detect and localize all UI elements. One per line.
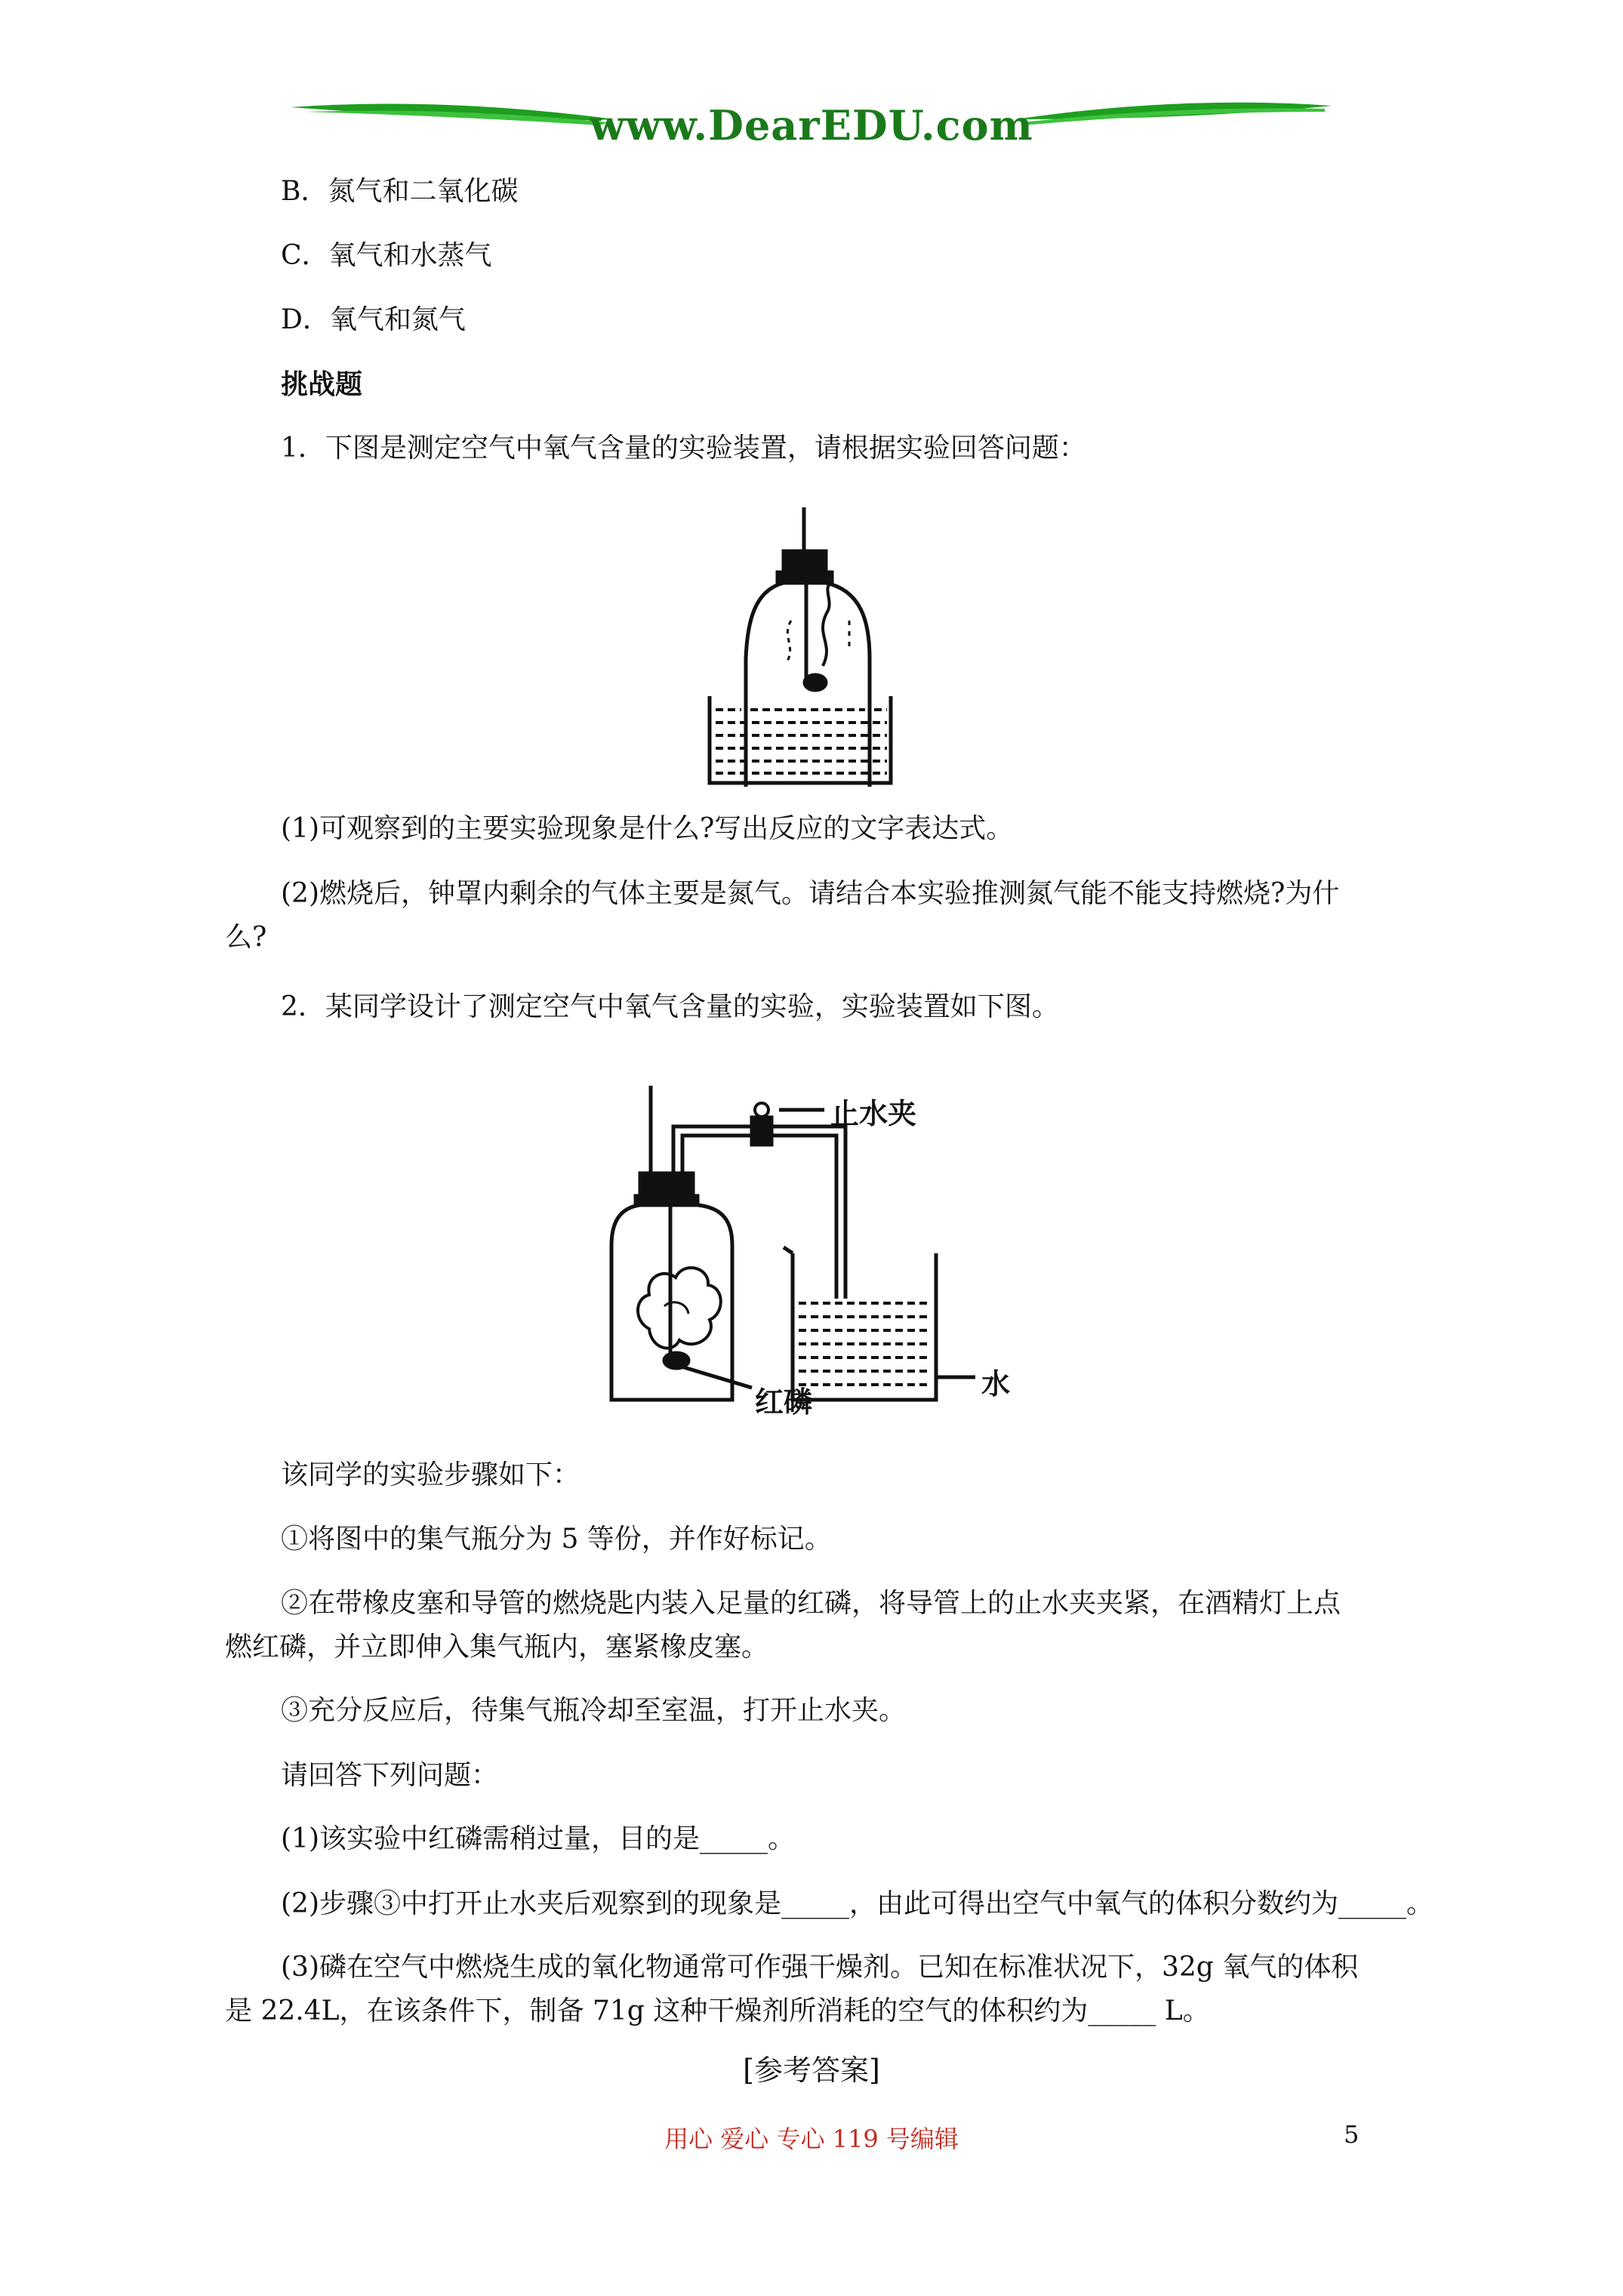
- option-d: D．氧气和氮气: [281, 304, 466, 335]
- footer-text: 用心 爱心 专心 119 号编辑: [664, 2125, 959, 2153]
- q2-answer-1: (1)该实验中红磷需稍过量，目的是_____。: [281, 1823, 795, 1854]
- q2-ask: 请回答下列问题：: [281, 1760, 499, 1791]
- phosphorus-label: 红磷: [755, 1385, 813, 1419]
- q2-step1: ①将图中的集气瓶分为 5 等份，并作好标记。: [281, 1524, 832, 1555]
- bell-jar-figure: [702, 507, 898, 787]
- q2-answer-3-line1: (3)磷在空气中燃烧生成的氧化物通常可作强干燥剂。已知在标准状况下，32g 氧气的体积: [281, 1952, 1359, 1983]
- q1-sub1: (1)可观察到的主要实验现象是什么?写出反应的文字表达式。: [281, 813, 1014, 844]
- q2-stem: 2．某同学设计了测定空气中氧气含量的实验，实验装置如下图。: [281, 991, 1059, 1022]
- q1-sub2-line1: (2)燃烧后，钟罩内剩余的气体主要是氮气。请结合本实验推测氮气能不能支持燃烧?为什: [281, 878, 1340, 909]
- q2-step3: ③充分反应后，待集气瓶冷却至室温，打开止水夹。: [281, 1695, 907, 1726]
- q1-sub2-line2: 么?: [225, 922, 267, 953]
- q2-answer-2: (2)步骤③中打开止水夹后观察到的现象是_____，由此可得出空气中氧气的体积分数约为_____。: [281, 1888, 1434, 1919]
- apparatus-figure: [604, 1080, 1027, 1419]
- q2-step2-line2: 燃红磷，并立即伸入集气瓶内，塞紧橡皮塞。: [225, 1632, 769, 1663]
- q2-steps-intro: 该同学的实验步骤如下：: [281, 1459, 581, 1490]
- header-logo: [291, 89, 1332, 172]
- option-b: B．氮气和二氧化碳: [281, 176, 519, 207]
- option-c: C．氧气和水蒸气: [281, 240, 492, 271]
- q2-step2-line1: ②在带橡皮塞和导管的燃烧匙内装入足量的红磷，将导管上的止水夹夹紧，在酒精灯上点: [281, 1588, 1341, 1619]
- section-title: 挑战题: [281, 368, 363, 400]
- answer-title: [参考答案]: [743, 2054, 880, 2087]
- q1-stem: 1．下图是测定空气中氧气含量的实验装置，请根据实验回答问题：: [281, 433, 1086, 464]
- q2-answer-3-line2: 是 22.4L，在该条件下，制备 71g 这种干燥剂所消耗的空气的体积约为_____ L。: [225, 1996, 1210, 2026]
- page-number: 5: [1344, 2120, 1360, 2149]
- site-name[interactable]: www.DearEDU.com: [590, 101, 1033, 149]
- clamp-label: 止水夹: [830, 1097, 917, 1130]
- water-label: 水: [981, 1367, 1011, 1401]
